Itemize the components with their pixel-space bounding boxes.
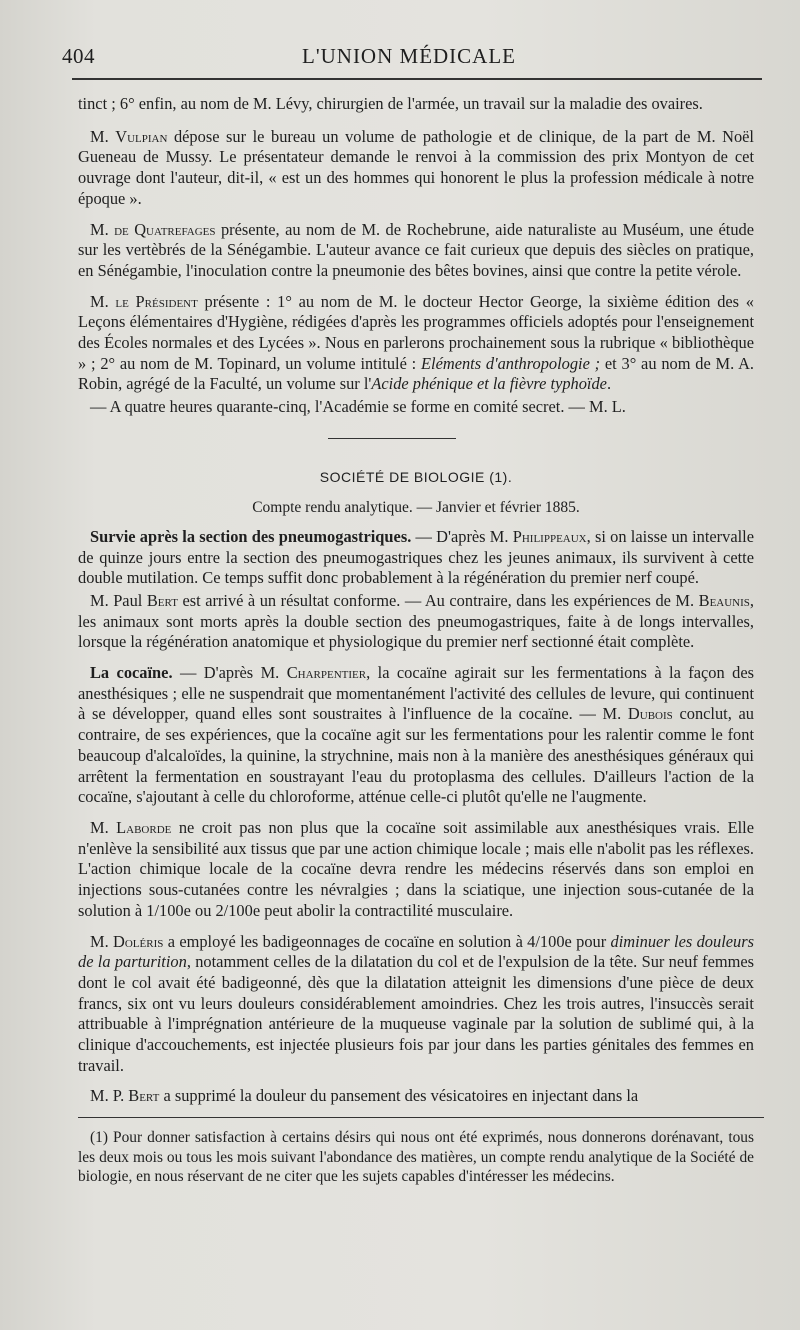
paragraph-cocaine: La cocaïne. — D'après M. Charpentier, la cocaïne agirait sur les fermentations à la façon des anesthésiques ; elle ne suspendrait que momentanément l'activité des cellules de levure, qui continuent à se développer, quand elles sont soustraites à l'influence de la cocaïne. — M. Dubois conclut, au contraire, de ses expériences, que la cocaïne agit sur les fermentations pour les ralentir comme le font beaucoup d'alcaloïdes, la quinine, la strychnine, mais non à la manière des anesthésiques généraux qui arrêtent la fermentation en soustrayant l'eau du protoplasma des cellules. D'ailleurs l'action de la cocaïne, s'ajoutant à celle du chloroforme, atténue celle-ci plutôt qu'elle ne l'augmente. (78, 663, 754, 807)
author-name: Bert (128, 1086, 160, 1106)
author-name: de Quatrefages (114, 219, 216, 239)
footnote-text: (1) Pour donner satisfaction à certains désirs qui nous ont été exprimés, nous donnerons dorénavant, tous les deux mois ou tous les mois suivant l'abondance des matières, un compte rendu analytique de la Société de biologie, en nous réservant de ne citer que les sujets capables d'intéresser les médecins. (78, 1129, 754, 1185)
paragraph-president: M. le Président présente : 1° au nom de M. le docteur Hector George, la sixième édition des « Leçons élémentaires d'Hygiène, rédigées d'après les programmes officiels adoptés pour l'enseignement des Écoles normales et des Lycées ». Nous en parlerons prochainement sous la rubrique « bibliothèque » ; 2° au nom de M. Topinard, un volume intitulé : Eléments d'anthropologie ; et 3° au nom de M. A. Robin, agrégé de la Faculté, un volume sur l'Acide phénique et la fièvre typhoïde. (78, 291, 754, 394)
author-name: Charpentier (286, 663, 367, 683)
section-separator (328, 438, 456, 439)
paragraph-pneumogastriques: Survie après la section des pneumogastriques. — D'après M. Philippeaux, si on laisse un intervalle de quinze jours entre la section des pneumogastriques chez les jeunes animaux, ils survivent à cette double mutilation. Ce temps suffit donc probablement à la régénération du premier nerf coupé. (78, 526, 754, 588)
author-name: Laborde (116, 817, 172, 837)
book-title: Acide phénique et la fièvre typhoïde (371, 374, 607, 394)
page-header (62, 44, 754, 74)
footnote (78, 1128, 754, 1186)
author-name: Doléris (113, 931, 164, 951)
paragraph-laborde: M. Laborde ne croit pas non plus que la cocaïne soit assimilable aux anesthésiques vrais. Elle n'enlève la sensibilité aux tissus que par une action chimique locale ; mais elle n'abolit pas les réflexes. L'action chimique locale de la cocaïne devra rendre les médecins réservés dans son emploi en injections sous-cutanées contre les névralgies ; dans la sciatique, une injection sous-cutanée de la solution à 1/100e ou 2/100e peut abolir la contractilité musculaire. (78, 817, 754, 920)
paragraph-heading: La cocaïne. (90, 663, 173, 683)
paragraph-vulpian: M. Vulpian dépose sur le bureau un volume de pathologie et de clinique, de la part de M. Noël Gueneau de Mussy. Le présentateur demande le renvoi à la commission des prix Montyon de cet ouvrage dont l'auteur, dit-il, « est un des hommes qui honorent le plus la profession médicale à notre époque ». (78, 126, 754, 208)
author-name: le Président (115, 291, 198, 311)
paragraph-bert-vesicatoires: M. P. Bert a supprimé la douleur du pansement des vésicatoires en injectant dans la (90, 1086, 639, 1106)
page-number: 404 (62, 44, 95, 68)
footnote-rule (78, 1117, 764, 1118)
header-rule (72, 78, 762, 80)
author-name: Beaunis (698, 590, 750, 610)
paragraph-comite-secret: — A quatre heures quarante-cinq, l'Académie se forme en comité secret. — M. L. (90, 397, 626, 417)
author-name: Vulpian (115, 126, 168, 146)
author-name: Dubois (627, 704, 673, 724)
paragraph-heading: Survie après la section des pneumogastriques. (90, 526, 412, 546)
section-title: SOCIÉTÉ DE BIOLOGIE (1). (319, 468, 513, 485)
journal-title: L'UNION MÉDICALE (302, 44, 517, 68)
paragraph-levy: tinct ; 6° enfin, au nom de M. Lévy, chirurgien de l'armée, un travail sur la maladie des ovaires. (78, 94, 703, 113)
section-subtitle: Compte rendu analytique. — Janvier et février 1885. (252, 498, 580, 516)
paragraph-bert-beaunis: M. Paul Bert est arrivé à un résultat conforme. — Au contraire, dans les expériences de M. Beaunis, les animaux sont morts après la double section des pneumogastriques, faite à de longs intervalles, lorsque la régénération anatomique et physiologique du premier nerf sectionné était complète. (78, 590, 755, 652)
author-name: Bert (146, 590, 178, 610)
paragraph-quatrefages: M. de Quatrefages présente, au nom de M. de Rochebrune, aide naturaliste au Muséum, une étude sur les vertèbrés de la Sénégambie. L'auteur avance ce fait curieux que depuis des siècles on pratique, en Sénégambie, l'inoculation contre la pneumonie des bêtes bovines, ainsi que contre la petite vérole. (78, 219, 754, 280)
paragraph-doleris: M. Doléris a employé les badigeonnages de cocaïne en solution à 4/100e pour diminuer les douleurs de la parturition, notamment celles de la dilatation du col et de l'expulsion de la tête. Sur neuf femmes dont le col avait été badigeonné, dès que la dilatation atteignit les dimensions d'une pièce de deux francs, six ont vu leurs douleurs considérablement amoindries. Chez les trois autres, l'insuccès serait attribuable à l'imprégnation antérieure de la muqueuse vaginale par la solution de sublimé qui, à la clinique d'accouchements, est injectée plusieurs fois par jour dans les parties génitales des femmes en travail. (78, 931, 754, 1075)
emphasis-text: diminuer les douleurs de la parturition (78, 931, 754, 972)
book-title: Eléments d'anthropologie ; (421, 353, 601, 373)
author-name: Philippeaux (512, 526, 587, 546)
